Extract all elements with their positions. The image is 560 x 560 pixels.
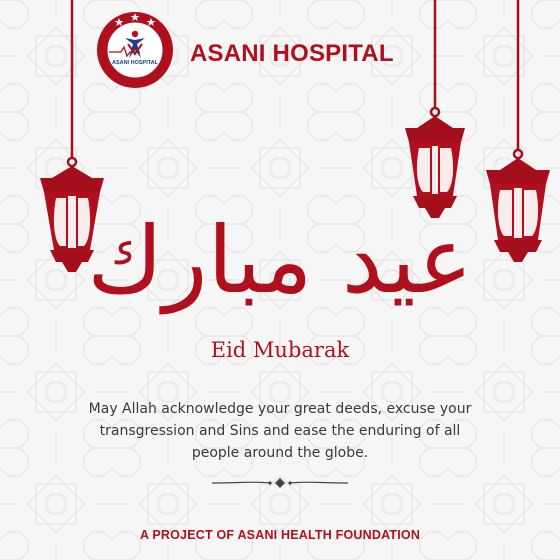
ornament-divider-icon — [210, 475, 350, 491]
arabic-eid-mubarak-calligraphy — [87, 180, 473, 330]
svg-text:ASANI HOSPITAL: ASANI HOSPITAL — [111, 60, 159, 66]
footer-foundation-text: A PROJECT OF ASANI HEALTH FOUNDATION — [139, 528, 421, 542]
eid-mubarak-subtitle: Eid Mubarak — [210, 338, 350, 362]
hospital-name-title: ASANI HOSPITAL — [190, 40, 394, 67]
svg-text:عيد مبارك: عيد مبارك — [87, 207, 473, 314]
greeting-message: May Allah acknowledge your great deeds, excuse your transgression and Sins and ease the enduring of all people around the globe. — [88, 401, 472, 461]
lantern-icon — [476, 0, 560, 275]
